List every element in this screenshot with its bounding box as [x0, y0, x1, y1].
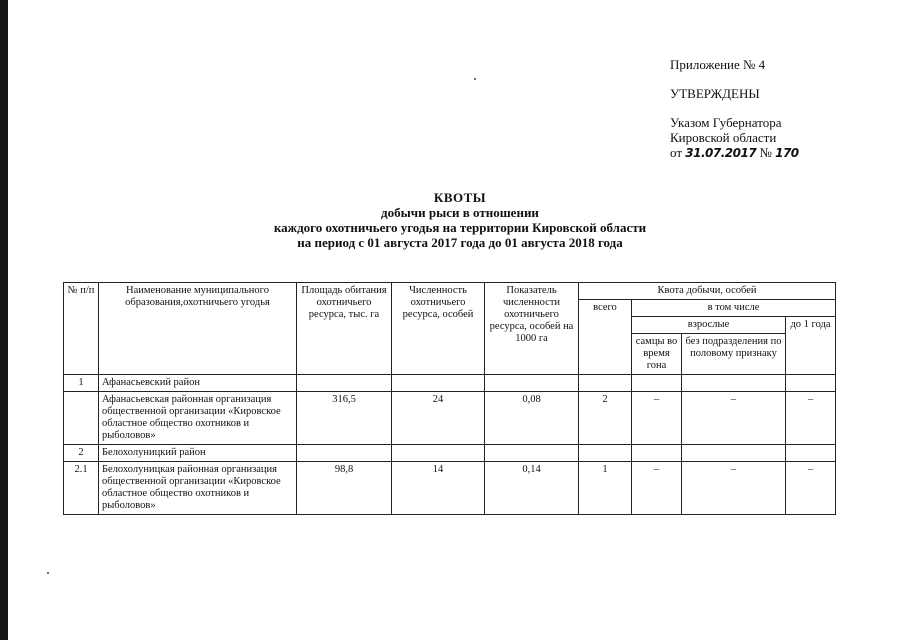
- header-no-sex: без подразделения по половому признаку: [682, 334, 786, 375]
- header-density: Показатель численности охотничьего ресурса, особей на 1000 га: [485, 283, 579, 375]
- no-sex-value: –: [682, 392, 786, 445]
- decree-line-1: Указом Губернатора: [670, 115, 782, 130]
- header-num: № п/п: [64, 283, 99, 375]
- row-num: 2: [64, 445, 99, 462]
- header-area: Площадь обитания охотничьего ресурса, тыс. га: [297, 283, 392, 375]
- header-under1: до 1 года: [786, 317, 836, 375]
- density-value: 0,08: [485, 392, 579, 445]
- population-value: 14: [392, 462, 485, 515]
- header-including: в том числе: [632, 300, 836, 317]
- decree-date-line: [670, 145, 799, 161]
- under1-value: –: [786, 462, 836, 515]
- district-row: [64, 375, 836, 392]
- header-males: самцы во время гона: [632, 334, 682, 375]
- decree-block: [670, 115, 799, 161]
- approved-label: УТВЕРЖДЕНЫ: [670, 86, 760, 101]
- number-sign: №: [759, 145, 772, 160]
- decree-line-2: Кировской области: [670, 130, 777, 145]
- area-value: 98,8: [297, 462, 392, 515]
- data-row: [64, 462, 836, 515]
- district-name: Белохолуницкий район: [99, 445, 297, 462]
- district-row: [64, 445, 836, 462]
- title-line-2: каждого охотничьего угодья на территории Кировской области: [273, 220, 647, 235]
- handwritten-number: 170: [775, 146, 799, 160]
- no-sex-value: –: [682, 462, 786, 515]
- males-value: –: [632, 462, 682, 515]
- header-name: Наименование муниципального образования,охотничьего угодья: [99, 283, 297, 375]
- title-line-3: на период с 01 августа 2017 года до 01 августа 2018 года: [297, 235, 623, 250]
- males-value: –: [632, 392, 682, 445]
- header-population: Численность охотничьего ресурса, особей: [392, 283, 485, 375]
- title-main: КВОТЫ: [433, 190, 487, 205]
- approval-block: [670, 57, 765, 72]
- org-name: Белохолуницкая районная организация общественной организации «Кировское областное общество охотников и рыболовов»: [99, 462, 297, 515]
- document-title: [150, 190, 770, 250]
- population-value: 24: [392, 392, 485, 445]
- header-quota: Квота добычи, особей: [579, 283, 836, 300]
- quota-table: [63, 282, 836, 515]
- header-adults: взрослые: [632, 317, 786, 334]
- data-row: [64, 392, 836, 445]
- scan-speck: [47, 572, 49, 574]
- approval-block-2: [670, 86, 760, 101]
- header-total: всего: [579, 300, 632, 375]
- scan-speck: [474, 78, 476, 80]
- row-num: [64, 392, 99, 445]
- area-value: 316,5: [297, 392, 392, 445]
- handwritten-date: 31.07.2017: [685, 146, 757, 160]
- date-prefix: от: [670, 145, 683, 160]
- total-value: 1: [579, 462, 632, 515]
- row-num: 1: [64, 375, 99, 392]
- under1-value: –: [786, 392, 836, 445]
- appendix-label: Приложение № 4: [670, 57, 766, 72]
- density-value: 0,14: [485, 462, 579, 515]
- district-name: Афанасьевский район: [99, 375, 297, 392]
- org-name: Афанасьевская районная организация общественной организации «Кировское областное общество охотников и рыболовов»: [99, 392, 297, 445]
- header-row-1: [64, 283, 836, 300]
- total-value: 2: [579, 392, 632, 445]
- scan-edge: [0, 0, 8, 640]
- row-num: 2.1: [64, 462, 99, 515]
- title-line-1: добычи рыси в отношении: [381, 205, 539, 220]
